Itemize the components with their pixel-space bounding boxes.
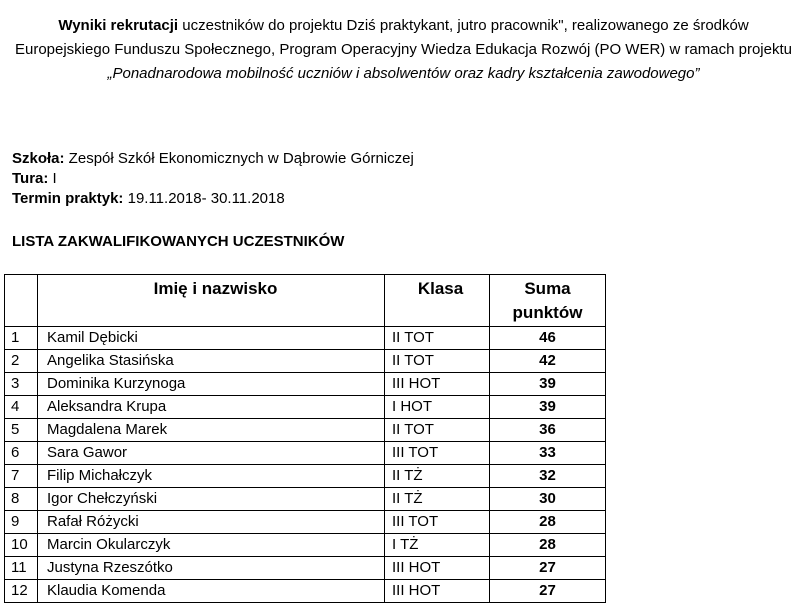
participant-name: Magdalena Marek xyxy=(38,419,385,442)
participant-class: III TOT xyxy=(385,442,490,465)
row-number: 5 xyxy=(5,419,38,442)
participant-class: I HOT xyxy=(385,396,490,419)
participant-class: III HOT xyxy=(385,373,490,396)
participant-name: Justyna Rzeszótko xyxy=(38,557,385,580)
table-row xyxy=(5,511,606,534)
participant-class: II TŻ xyxy=(385,488,490,511)
participant-class: III HOT xyxy=(385,557,490,580)
participant-score: 39 xyxy=(490,373,606,396)
row-number: 8 xyxy=(5,488,38,511)
row-number: 6 xyxy=(5,442,38,465)
participant-name: Marcin Okularczyk xyxy=(38,534,385,557)
header-line-2: Europejskiego Funduszu Społecznego, Program Operacyjny Wiedza Edukacja Rozwój (PO WER) w ramach projektu xyxy=(14,41,792,58)
school-info xyxy=(12,149,414,209)
round-value: I xyxy=(48,170,57,187)
participant-name: Dominika Kurzynoga xyxy=(38,373,385,396)
participant-name: Angelika Stasińska xyxy=(38,350,385,373)
table-row xyxy=(5,580,606,603)
header-class: Klasa xyxy=(385,275,490,327)
round-label: Tura: xyxy=(12,170,49,187)
row-number: 9 xyxy=(5,511,38,534)
participant-class: I TŻ xyxy=(385,534,490,557)
participant-class: III HOT xyxy=(385,580,490,603)
participant-class: II TOT xyxy=(385,350,490,373)
row-number: 3 xyxy=(5,373,38,396)
participant-score: 30 xyxy=(490,488,606,511)
participants-table xyxy=(4,274,606,603)
row-number: 7 xyxy=(5,465,38,488)
participant-name: Aleksandra Krupa xyxy=(38,396,385,419)
header-sum: Suma punktów xyxy=(490,275,606,327)
header-bold-text: Wyniki rekrutacji xyxy=(58,17,179,34)
table-row xyxy=(5,373,606,396)
participant-score: 32 xyxy=(490,465,606,488)
participant-class: II TŻ xyxy=(385,465,490,488)
header-lp xyxy=(5,275,38,327)
participant-name: Sara Gawor xyxy=(38,442,385,465)
term-value: 19.11.2018- 30.11.2018 xyxy=(123,190,285,207)
participant-class: II TOT xyxy=(385,327,490,350)
table-row xyxy=(5,488,606,511)
row-number: 10 xyxy=(5,534,38,557)
participant-score: 33 xyxy=(490,442,606,465)
school-value: Zespół Szkół Ekonomicznych w Dąbrowie Górniczej xyxy=(64,150,414,167)
participant-score: 27 xyxy=(490,580,606,603)
table-body xyxy=(5,327,606,603)
row-number: 4 xyxy=(5,396,38,419)
round-line xyxy=(12,169,414,189)
row-number: 12 xyxy=(5,580,38,603)
document-header xyxy=(0,14,807,86)
participant-name: Rafał Różycki xyxy=(38,511,385,534)
term-line xyxy=(12,189,414,209)
project-title: „Ponadnarodowa mobilność uczniów i absolwentów oraz kadry kształcenia zawodowego” xyxy=(107,65,700,82)
term-label: Termin praktyk: xyxy=(12,190,124,207)
header-name: Imię i nazwisko xyxy=(38,275,385,327)
participant-class: II TOT xyxy=(385,419,490,442)
participant-score: 27 xyxy=(490,557,606,580)
table-row xyxy=(5,419,606,442)
row-number: 2 xyxy=(5,350,38,373)
table-row xyxy=(5,557,606,580)
participant-score: 28 xyxy=(490,511,606,534)
participant-class: III TOT xyxy=(385,511,490,534)
participant-score: 36 xyxy=(490,419,606,442)
participant-name: Filip Michałczyk xyxy=(38,465,385,488)
row-number: 11 xyxy=(5,557,38,580)
header-line-1-text: uczestników do projektu Dziś praktykant, jutro pracownik", realizowanego ze środków xyxy=(178,17,749,34)
list-title: LISTA ZAKWALIFIKOWANYCH UCZESTNIKÓW xyxy=(12,233,345,250)
table-row xyxy=(5,327,606,350)
participant-score: 42 xyxy=(490,350,606,373)
header-line-1 xyxy=(0,14,807,38)
participant-name: Igor Chełczyński xyxy=(38,488,385,511)
table-row xyxy=(5,442,606,465)
participant-name: Kamil Dębicki xyxy=(38,327,385,350)
table-row xyxy=(5,350,606,373)
participant-score: 39 xyxy=(490,396,606,419)
participant-score: 46 xyxy=(490,327,606,350)
school-line xyxy=(12,149,414,169)
table-row xyxy=(5,534,606,557)
participant-name: Klaudia Komenda xyxy=(38,580,385,603)
table-header-row xyxy=(5,275,606,327)
participant-score: 28 xyxy=(490,534,606,557)
table-row xyxy=(5,396,606,419)
school-label: Szkoła: xyxy=(12,150,65,167)
row-number: 1 xyxy=(5,327,38,350)
table-row xyxy=(5,465,606,488)
